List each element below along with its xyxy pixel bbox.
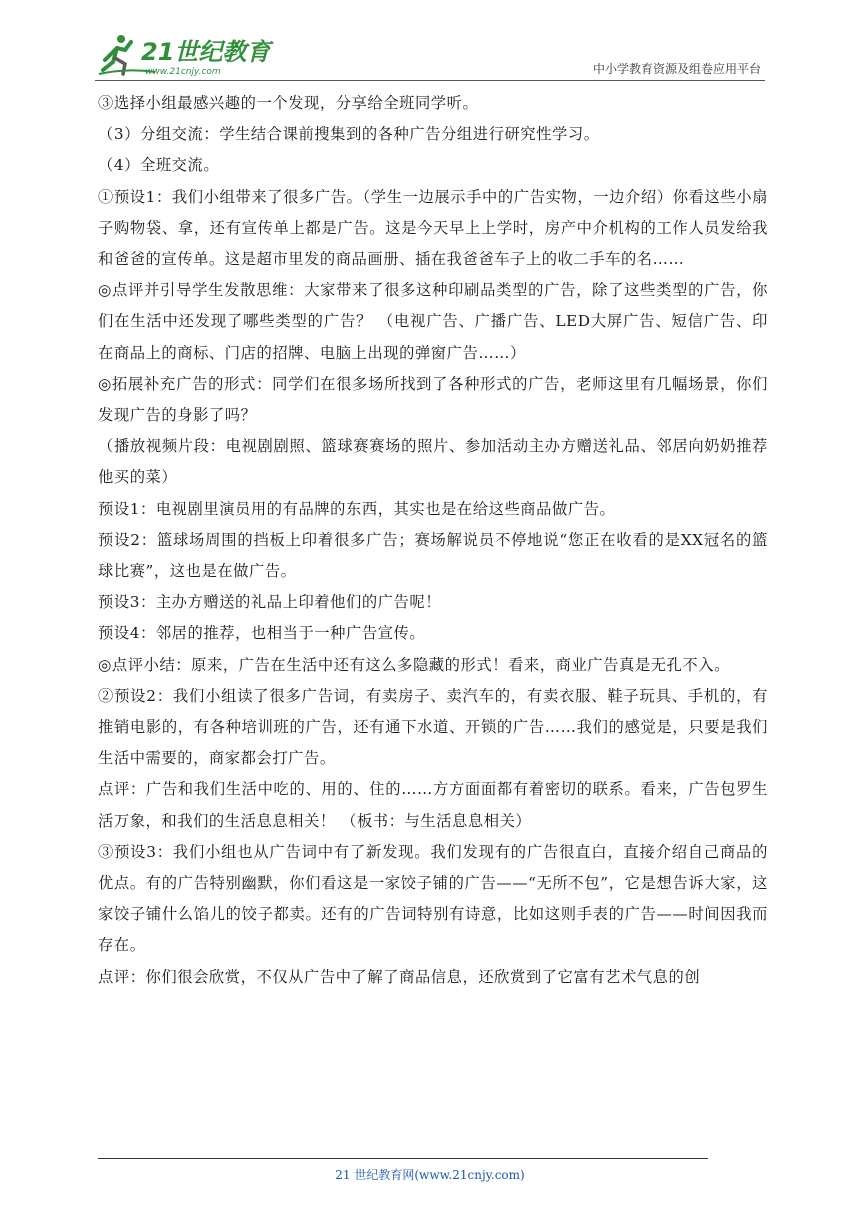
paragraph: （播放视频片段：电视剧剧照、篮球赛赛场的照片、参加活动主办方赠送礼品、邻居向奶奶推荐他买的菜） <box>98 437 768 487</box>
header-divider <box>95 80 765 81</box>
paragraph: 预设2：篮球场周围的挡板上印着很多广告；赛场解说员不停地说“您正在收看的是XX冠名的篮球比赛”，这也是在做广告。 <box>98 530 768 581</box>
platform-name: 中小学教育资源及组卷应用平台 <box>592 62 761 76</box>
paragraph: 点评：你们很会欣赏，不仅从广告中了解了商品信息，还欣赏到了它富有艺术气息的创 <box>98 967 701 986</box>
paragraph: ◎点评并引导学生发散思维：大家带来了很多这种印刷品类型的广告，除了这些类型的广告，你们在生活中还发现了哪些类型的广告？ （电视广告、广播广告、LED大屏广告、短信广告、印在商品上的商标、门店的招牌、电脑上出现的弹窗广告……） <box>98 281 768 362</box>
paragraph: （3）分组交流：学生结合课前搜集到的各种广告分组进行研究性学习。 <box>98 125 600 144</box>
runner-logo-icon <box>95 30 275 78</box>
paragraph: 预设1：电视剧里演员用的有品牌的东西，其实也是在给这些商品做广告。 <box>98 499 616 518</box>
paragraph: ①预设1：我们小组带来了很多广告。（学生一边展示手中的广告实物，一边介绍）你看这些小扇子购物袋、拿，还有宣传单上都是广告。这是今天早上上学时，房产中介机构的工作人员发给我和爸爸的宣传单。这是超市里发的商品画册、插在我爸爸车子上的收二手车的名…… <box>98 187 768 269</box>
logo-url: www.21cnjy.com <box>145 67 221 77</box>
logo-text: 21世纪教育 <box>141 38 271 66</box>
paragraph: ②预设2：我们小组读了很多广告词，有卖房子、卖汽车的，有卖衣服、鞋子玩具、手机的，有推销电影的，有各种培训班的广告，还有通下水道、开锁的广告……我们的感觉是，只要是我们生活中需要的，商家都会打广告。 <box>98 686 768 768</box>
paragraph: ◎点评小结：原来，广告在生活中还有这么多隐藏的形式！看来，商业广告真是无孔不入。 <box>98 655 730 674</box>
paragraph: 预设4：邻居的推荐，也相当于一种广告宣传。 <box>98 624 426 643</box>
footer-link[interactable]: 21 世纪教育网(www.21cnjy.com) <box>335 1168 525 1182</box>
paragraph: ◎拓展补充广告的形式：同学们在很多场所找到了各种形式的广告，老师这里有几幅场景，你们发现广告的身影了吗？ <box>98 374 768 425</box>
site-logo[interactable] <box>95 30 275 78</box>
paragraph: 预设3：主办方赠送的礼品上印着他们的广告呢！ <box>98 593 442 612</box>
document-body <box>98 88 768 993</box>
paragraph: ③选择小组最感兴趣的一个发现，分享给全班同学听。 <box>98 94 479 112</box>
paragraph: ③预设3：我们小组也从广告词中有了新发现。我们发现有的广告很直白，直接介绍自己商品的优点。有的广告特别幽默，你们看这是一家饺子铺的广告——“无所不包”，它是想告诉大家，这家饺子铺什么馅儿的饺子都卖。还有的广告词特别有诗意，比如这则手表的广告——时间因我而存在。 <box>98 842 768 955</box>
paragraph: 点评：广告和我们生活中吃的、用的、住的……方方面面都有着密切的联系。看来，广告包罗生活万象，和我们的生活息息相关！ （板书：与生活息息相关） <box>98 780 768 830</box>
page-header <box>95 30 765 82</box>
paragraph: （4）全班交流。 <box>98 156 220 175</box>
footer-divider <box>98 1158 708 1159</box>
